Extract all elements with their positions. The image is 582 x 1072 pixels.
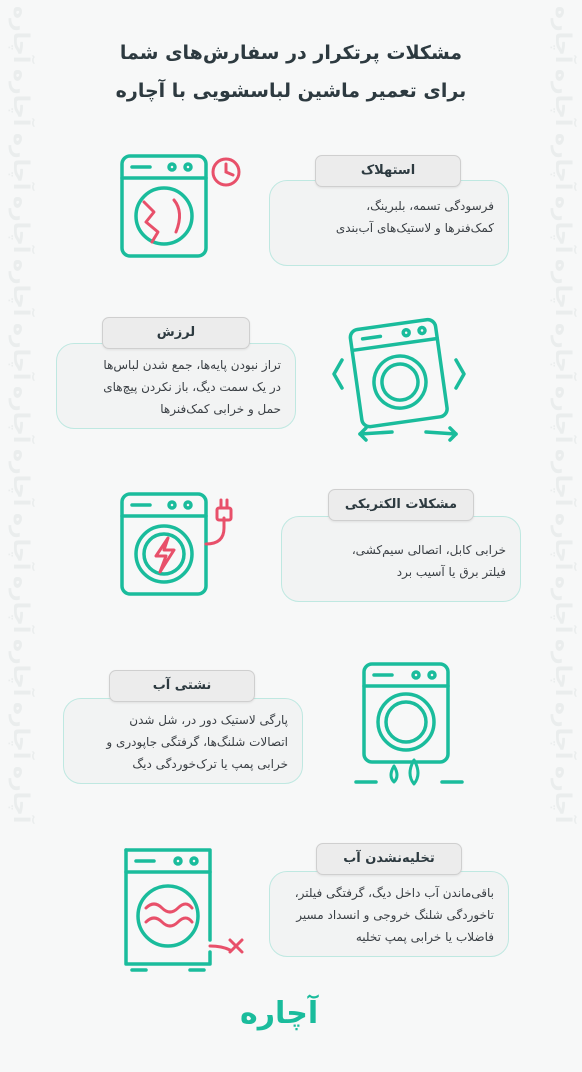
watermark-text: آچاره (550, 322, 575, 380)
watermark-text: آچاره (550, 765, 575, 824)
watermark-text: آچاره (550, 385, 575, 444)
watermark-text: آچاره (550, 259, 575, 317)
watermark-text: آچاره (8, 259, 33, 317)
issue-description (71, 354, 281, 420)
watermark-text: آچاره (8, 765, 33, 824)
watermark-text: آچاره (8, 575, 33, 634)
issue-description (78, 709, 288, 775)
washing-machine-lightning-plug-icon (110, 488, 246, 603)
washing-machine-water-drops-icon (350, 660, 470, 795)
issue-label-wear: استهلاک (315, 155, 461, 187)
issue-description-line: اتصالات شلنگ‌ها، گرفتگی جاپودری و (106, 735, 288, 749)
watermark-text: آچاره (8, 449, 33, 507)
issue-description-line: حمل و خرابی کمک‌فنرها (160, 402, 281, 416)
watermark-text: آچاره (8, 69, 33, 127)
issue-description-line: تراز نبودن پایه‌ها، جمع شدن لباس‌ها (103, 358, 281, 372)
issue-description-line: تاخوردگی شلنگ خروجی و انسداد مسیر (296, 908, 494, 922)
issue-description-line: فاضلاب یا خرابی پمپ تخلیه (355, 930, 494, 944)
issue-card-vibration (56, 343, 296, 429)
issue-description (296, 539, 506, 583)
watermark-text: آچاره (550, 575, 575, 634)
watermark-text: آچاره (8, 512, 33, 570)
watermark-text: آچاره (8, 195, 33, 254)
washing-machine-blocked-drain-icon (112, 842, 252, 977)
issue-description (284, 195, 494, 239)
watermark-text: آچاره (8, 6, 33, 64)
watermark-text: آچاره (550, 195, 575, 254)
issue-card-wear (269, 180, 509, 266)
issue-card-drain-blocked (269, 871, 509, 957)
page-title-line-2: برای تعمیر ماشین لباسشویی با آچاره (115, 80, 467, 102)
washing-machine-vibrating-icon (330, 310, 470, 450)
watermark-text: آچاره (550, 512, 575, 570)
watermark-text: آچاره (550, 132, 575, 190)
watermark-text: آچاره (550, 69, 575, 127)
watermark-text: آچاره (550, 6, 575, 64)
brand-logo: آچاره (240, 996, 319, 1031)
issue-description-line: باقی‌ماندن آب داخل دیگ، گرفتگی فیلتر، (294, 886, 494, 900)
issue-description-line: فیلتر برق یا آسیب برد (396, 565, 506, 579)
watermark-text: آچاره (8, 132, 33, 190)
watermark-text: آچاره (8, 639, 33, 697)
page-title-line-1: مشکلات پرتکرار در سفارش‌های شما (119, 42, 463, 64)
watermark-text: آچاره (8, 702, 33, 760)
issue-description-line: خرابی پمپ یا ترک‌خوردگی دیگ (132, 757, 288, 771)
washing-machine-cracked-door-clock-icon (110, 150, 246, 260)
watermark-text: آچاره (550, 449, 575, 507)
watermark-text: آچاره (550, 702, 575, 760)
issue-label-drain-blocked: تخلیه‌نشدن آب (316, 843, 462, 875)
issue-label-electrical: مشکلات الکتریکی (328, 489, 474, 521)
watermark-text: آچاره (8, 322, 33, 380)
issue-card-water-leakage (63, 698, 303, 784)
issue-description-line: فرسودگی تسمه، بلبرینگ، (366, 199, 494, 213)
watermark-left (0, 0, 40, 1072)
issue-card-electrical (281, 516, 521, 602)
page-title (40, 34, 542, 110)
issue-description-line: کمک‌فنرها و لاستیک‌های آب‌بندی (335, 221, 494, 235)
watermark-right (542, 0, 582, 1072)
issue-label-water-leakage: نشتی آب (109, 670, 255, 702)
watermark-text: آچاره (550, 639, 575, 697)
issue-description-line: پارگی لاستیک دور در، شل شدن (129, 713, 288, 727)
issue-label-vibration: لرزش (102, 317, 250, 349)
issue-description (284, 882, 494, 948)
issue-description-line: در یک سمت دیگ، باز نکردن پیچ‌های (103, 380, 281, 394)
watermark-text: آچاره (8, 385, 33, 444)
issue-description-line: خرابی کابل، اتصالی سیم‌کشی، (351, 543, 506, 557)
